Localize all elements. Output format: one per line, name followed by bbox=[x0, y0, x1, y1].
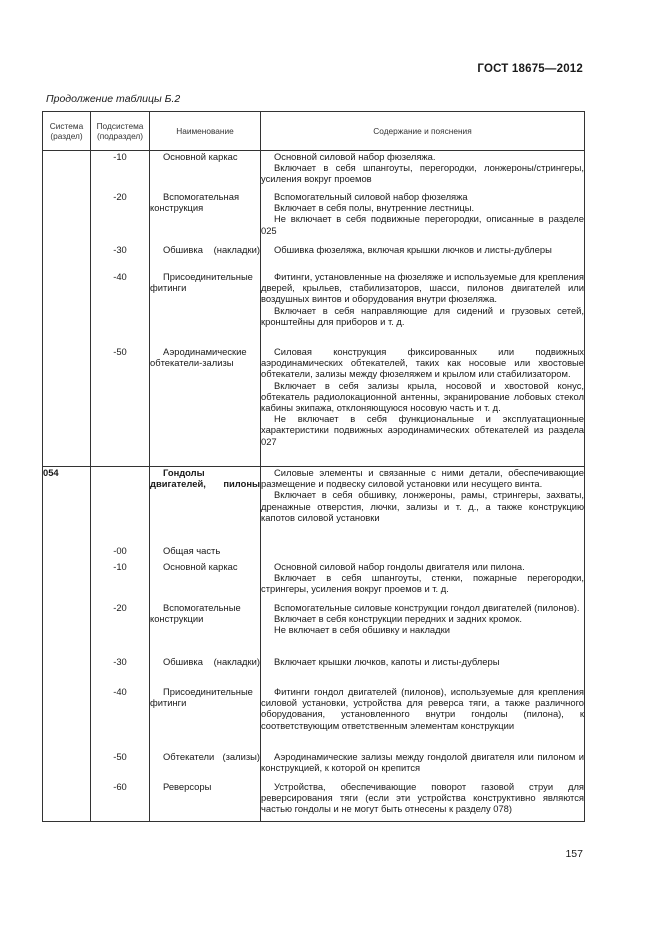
table-row: -20 Вспомогательные конструкции Вспомогательные силовые конструкции гондол двигателей (пилонов). Включает в себя конструкции передних и задних кромок. Не включает в себя обшивку и накладки bbox=[43, 602, 585, 656]
table-row: -10 Основной каркас Основной силовой набор гондолы двигателя или пилона. Включает в себя шпангоуты, стенки, пожарные перегородки, стрингеры, усиления вокруг проемов и т. д. bbox=[43, 561, 585, 602]
table-row: -20 Вспомогательная конструкция Вспомогательный силовой набор фюзеляжа Включает в себя полы, внутренние лестницы. Не включает в себя подвижные перегородки, описанные в разделе 025 bbox=[43, 191, 585, 244]
table-caption: Продолжение таблицы Б.2 bbox=[46, 93, 181, 105]
table-row: -50 Аэродинамические обтекатели-зализы Силовая конструкция фиксированных или подвижных аэродинамических обтекателей, таких как носовые или хвостовые обтекатели, зализы между фюзеляжем и крылом или стабилизатором. Включает в себя зализы крыла, носовой и хвостовой конус, обтекатель радиолокационной антенны, экранирование лобовых стекол кабины экипажа, отклоняющуюся носовую часть и т. д. Не включает в себя функциональные и эксплуатационные характеристики подвижных аэродинамических обтекателей из раздела 027 bbox=[43, 346, 585, 467]
table-row: -50 Обтекатели (зализы) Аэродинамические зализы между гондолой двигателя или пилоном и конструкцией, к которой он крепится bbox=[43, 751, 585, 781]
classification-table bbox=[42, 111, 585, 822]
table-row: -40 Присоединительные фитинги Фитинги гондол двигателей (пилонов), используемые для крепления силовой установки, устройства для реверса тяги, а также различного оборудования, установленного внутри гондолы (пилона), к соответствующим ответственным элементам конструкции bbox=[43, 686, 585, 751]
table-row: -30 Обшивка (накладки) Включает крышки лючков, капоты и листы-дублеры bbox=[43, 656, 585, 686]
header-content: Содержание и пояснения bbox=[261, 112, 585, 151]
table-row: -10 Основной каркас Основной силовой набор фюзеляжа. Включает в себя шпангоуты, перегородки, лонжероны/стрингеры, усиления вокруг проемов bbox=[43, 151, 585, 192]
header-subsystem: Подсистема (подраздел) bbox=[91, 112, 150, 151]
page-number: 157 bbox=[565, 848, 583, 860]
document-code: ГОСТ 18675—2012 bbox=[477, 63, 583, 75]
table-row: -30 Обшивка (накладки) Обшивка фюзеляжа, включая крышки лючков и листы-дублеры bbox=[43, 244, 585, 271]
table-row: -40 Присоединительные фитинги Фитинги, установленные на фюзеляже и используемые для крепления дверей, крыльев, стабилизаторов, шасси, пилонов двигателей или воздушных винтов и оборудования внутри фюзеляжа. Включает в себя направляющие для сидений и грузовых сетей, кронштейны для приборов и т. д. bbox=[43, 271, 585, 346]
table-row: -60 Реверсоры Устройства, обеспечивающие поворот газовой струи для реверсирования тяги (если эти устройства конструктивно являются частью гондолы и не могут быть отнесены к разделу 078) bbox=[43, 781, 585, 822]
header-name: Наименование bbox=[150, 112, 261, 151]
table-row: -00 Общая часть bbox=[43, 545, 585, 561]
system-code: 054 bbox=[43, 467, 91, 546]
header-system: Система (раздел) bbox=[43, 112, 91, 151]
table-row: 054 Гондолы двигателей, пилоны Силовые элементы и связанные с ними детали, обеспечивающие размещение и подвеску силовой установки или несущего винта. Включает в себя обшивку, лонжероны, рамы, стрингеры, захваты, дренажные отверстия, лючки, зализы и т. д., а также конструкцию капотов силовой установки bbox=[43, 467, 585, 546]
table-header-row bbox=[43, 112, 585, 151]
